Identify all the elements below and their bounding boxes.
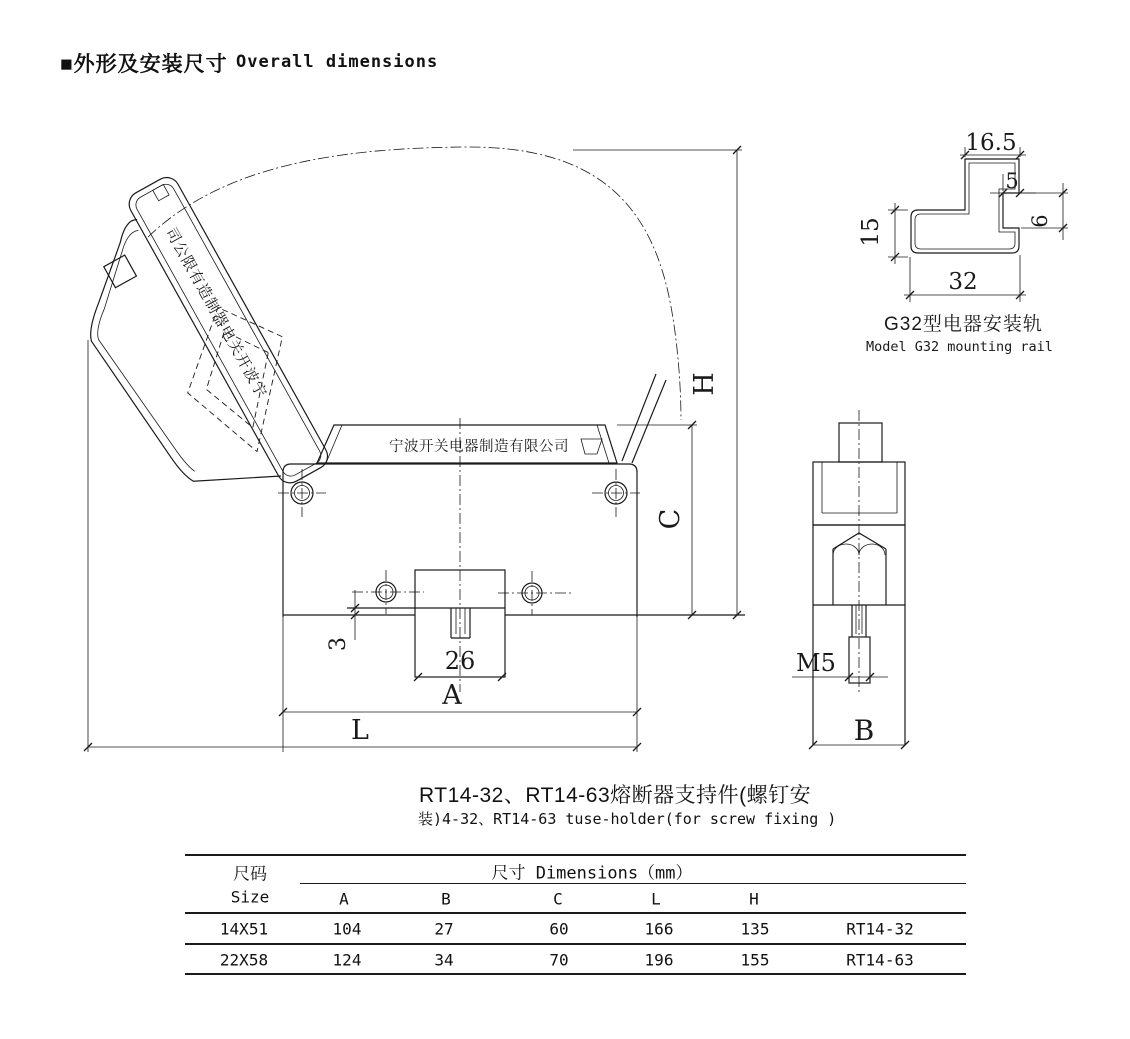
- company-name-text: 宁波开关电器制造有限公司: [389, 439, 569, 455]
- table-cell-l: 196: [644, 950, 674, 970]
- table-col-c: C: [553, 889, 563, 909]
- g32-label-en: Model G32 mounting rail: [866, 339, 1053, 355]
- mounting-plate: [283, 464, 745, 752]
- side-fuse-clips: [833, 533, 886, 605]
- dim-5-label: 5: [1005, 169, 1019, 193]
- table-rule-bottom: [185, 973, 966, 975]
- table-cell-model: RT14-63: [846, 950, 914, 970]
- cover-swing-arc: [148, 147, 681, 420]
- g32-outer-profile: [911, 159, 1019, 253]
- dim-16-5-label: 16.5: [965, 130, 1017, 156]
- cover-flap-inner-line: [61, 230, 254, 482]
- g32-rail-view: [858, 130, 1068, 355]
- dim-l-label: L: [351, 715, 369, 746]
- table-rule-header: [185, 912, 966, 914]
- table-col-l: L: [651, 889, 661, 909]
- dim-h-label: H: [689, 372, 720, 396]
- table-cell-c: 70: [549, 950, 569, 970]
- table-cell-b: 34: [434, 950, 454, 970]
- table-cell-model: RT14-32: [846, 919, 914, 939]
- table-cell-b: 27: [434, 919, 454, 939]
- cover-window: [104, 255, 137, 288]
- dim-6-label: 6: [1028, 214, 1052, 228]
- table-cell-h: 135: [740, 919, 770, 939]
- logo-trapezoid: [581, 439, 602, 454]
- table-rule-row: [185, 943, 966, 945]
- table-cell-a: 124: [332, 950, 362, 970]
- side-view: [792, 410, 909, 749]
- table-header-dimensions: 尺寸 Dimensions（mm）: [491, 863, 693, 884]
- side-knob: [839, 423, 882, 462]
- table-cell-size: 22X58: [219, 950, 269, 970]
- caption-line2: 装)4-32、RT14-63 tuse-holder(for screw fixing ): [418, 810, 837, 828]
- table-cell-l: 166: [644, 919, 674, 939]
- table-col-b: B: [441, 889, 451, 909]
- caption-line1: RT14-32、RT14-63熔断器支持件(螺钉安: [419, 784, 812, 807]
- open-cover: [39, 165, 347, 536]
- dim-3-label: 3: [326, 637, 351, 651]
- table-rule-top: [185, 854, 966, 856]
- cover-company-text: 司公限有造制器电关开波宁: [161, 225, 271, 402]
- g32-dimensions: [858, 130, 1068, 302]
- page-title: ■外形及安装尺寸: [60, 53, 228, 76]
- table-cell-h: 155: [740, 950, 770, 970]
- table-cell-size: 14X51: [219, 919, 269, 939]
- dim-b-label: B: [853, 714, 875, 747]
- table-header-size-zh: 尺码: [233, 864, 267, 885]
- page-title-en: Overall dimensions: [236, 52, 439, 72]
- front-view: [39, 146, 745, 752]
- side-dimensions: [792, 649, 909, 749]
- g32-label-zh: G32型电器安装轨: [884, 314, 1043, 335]
- fuse-carrier-dashed: [159, 287, 326, 467]
- mounting-holes: [278, 469, 640, 615]
- dim-m5-label: M5: [796, 649, 836, 677]
- dim-26-label: 26: [444, 647, 476, 675]
- cover-tip-detail: [153, 184, 169, 200]
- side-screw: [849, 605, 870, 683]
- dim-32-label: 32: [948, 269, 978, 295]
- dim-c-label: C: [655, 508, 686, 530]
- table-cell-c: 60: [549, 919, 569, 939]
- table-header-size-en: Size: [230, 887, 270, 907]
- table-col-a: A: [339, 889, 349, 909]
- body-top-band: [317, 425, 617, 463]
- table-cell-a: 104: [332, 919, 362, 939]
- table-col-h: H: [749, 889, 759, 909]
- dim-15-label: 15: [858, 217, 884, 247]
- dim-a-label: A: [442, 680, 462, 711]
- hinge-lines: [622, 374, 666, 463]
